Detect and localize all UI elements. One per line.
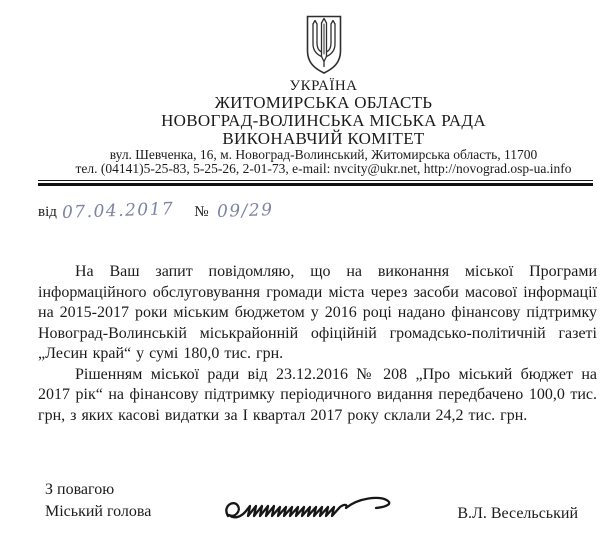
letterhead-council: НОВОГРАД-ВОЛИНСЬКА МІСЬКА РАДА bbox=[161, 111, 486, 130]
signature-block bbox=[38, 479, 597, 523]
handwritten-signature bbox=[218, 494, 408, 528]
letterhead-divider bbox=[38, 180, 593, 186]
letterhead-region: ЖИТОМИРСЬКА ОБЛАСТЬ bbox=[214, 93, 433, 112]
letterhead-contacts: тел. (04141)5-25-83, 5-25-26, 2-01-73, e-mail: nvcity@ukr.net, http://novograd.osp-ua.info bbox=[75, 161, 572, 176]
letter-paragraph: Рішенням міської ради від 23.12.2016 № 208 „Про міський бюджет на 2017 рік“ на фінансову підтримку періодичного видання передбачено 100,0 тис. грн, з яких касові видатки за I квартал 2017 року склали 24,2 тис. грн. bbox=[38, 365, 597, 424]
letter-body bbox=[38, 262, 597, 426]
signature-left-column bbox=[38, 479, 205, 523]
signature-closing: З повагою bbox=[45, 481, 115, 498]
reference-number-label: № bbox=[194, 204, 209, 220]
reference-from-label: від bbox=[38, 204, 57, 220]
signer-name: В.Л. Весельський bbox=[457, 505, 578, 522]
letterhead bbox=[50, 14, 597, 176]
letterhead-address: вул. Шевченка, 16, м. Новоград-Волинський, Житомирська область, 11700 bbox=[109, 147, 538, 162]
emblem-wrap bbox=[50, 14, 597, 76]
ukraine-trident-emblem bbox=[304, 14, 344, 76]
letter-paragraph: На Ваш запит повідомляю, що на виконання міської Програми інформаційного обслуговування громади міста через засоби масової інформації на 2015-2017 роки міським бюджетом у 2016 році надано фінансову підтримку Новоград-Волинській міськрайонній офіційній громадсько-політичній газеті „Лесин край“ у сумі 180,0 тис. грн. bbox=[38, 263, 597, 362]
signer-title: Міський голова bbox=[45, 503, 152, 520]
handwritten-number: 09/29 bbox=[216, 200, 274, 222]
letterhead-committee: ВИКОНАВЧИЙ КОМІТЕТ bbox=[222, 129, 425, 148]
handwritten-date: 07.04.2017 bbox=[61, 199, 175, 223]
letterhead-country: УКРАЇНА bbox=[289, 78, 358, 94]
reference-line bbox=[38, 201, 597, 221]
